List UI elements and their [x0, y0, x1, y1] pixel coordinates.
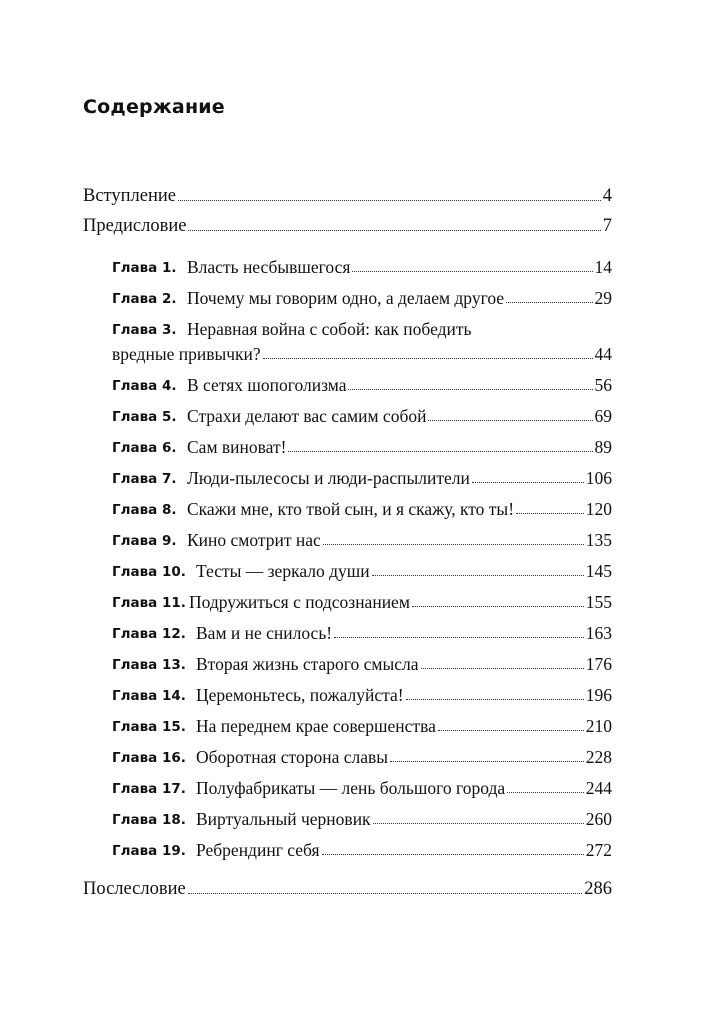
chapter-page: 163 — [585, 622, 612, 643]
toc-entry-chapter-6[interactable] — [112, 434, 612, 456]
dot-leader — [390, 761, 584, 762]
chapter-label: Глава 1. — [112, 259, 177, 276]
dot-leader — [334, 637, 584, 638]
page-title: Содержание — [83, 96, 225, 118]
chapter-label: Глава 17. — [112, 780, 186, 797]
chapter-label: Глава 10. — [112, 563, 186, 580]
chapter-page: 244 — [585, 777, 612, 798]
toc-entry-chapter-8[interactable] — [112, 496, 612, 518]
chapter-label: Глава 3. — [112, 321, 177, 338]
chapter-label: Глава 8. — [112, 501, 177, 518]
chapter-title: Ребрендинг себя — [196, 839, 320, 860]
chapter-label: Глава 18. — [112, 811, 186, 828]
chapter-page: 145 — [585, 560, 612, 581]
toc-entry-chapter-14[interactable] — [112, 682, 612, 704]
dot-leader — [472, 482, 584, 483]
chapter-label: Глава 4. — [112, 377, 177, 394]
toc-entry-chapter-19[interactable] — [112, 837, 612, 859]
chapter-label: Глава 15. — [112, 718, 186, 735]
dot-leader — [188, 230, 600, 231]
chapter-label: Глава 14. — [112, 687, 186, 704]
chapter-label: Глава 5. — [112, 408, 177, 425]
chapter-label: Глава 2. — [112, 290, 177, 307]
toc-entry-intro[interactable] — [83, 183, 612, 205]
entry-title: Послесловие — [83, 878, 186, 899]
toc-entry-chapter-18[interactable] — [112, 806, 612, 828]
entry-page: 286 — [584, 878, 612, 899]
toc-entry-chapter-17[interactable] — [112, 775, 612, 797]
chapter-title: Вам и не снилось! — [196, 622, 333, 643]
chapter-title: Страхи делают вас самим собой — [187, 405, 427, 426]
chapter-title: Полуфабрикаты — лень большого города — [196, 777, 506, 798]
entry-page: 4 — [602, 185, 612, 206]
toc-entry-chapter-3[interactable] — [112, 316, 612, 338]
chapter-page: 29 — [594, 287, 612, 308]
chapter-page: 56 — [594, 374, 612, 395]
dot-leader — [178, 200, 601, 201]
chapter-title: Вторая жизнь старого смысла — [196, 653, 419, 674]
chapter-page: 120 — [585, 498, 612, 519]
toc-entry-chapter-15[interactable] — [112, 713, 612, 735]
toc-entry-chapter-1[interactable] — [112, 254, 612, 276]
chapter-title: Виртуальный черновик — [196, 808, 371, 829]
dot-leader — [406, 699, 584, 700]
dot-leader — [188, 893, 583, 894]
dot-leader — [323, 544, 584, 545]
chapter-title: Оборотная сторона славы — [196, 746, 388, 767]
chapter-title: В сетях шопоголизма — [187, 374, 347, 395]
dot-leader — [348, 389, 592, 390]
chapter-label: Глава 19. — [112, 842, 186, 859]
entry-title: Предисловие — [83, 215, 187, 236]
dot-leader — [438, 730, 584, 731]
chapter-title: Люди-пылесосы и люди-распылители — [187, 467, 470, 488]
chapter-page: 210 — [585, 715, 612, 736]
chapter-page: 228 — [585, 746, 612, 767]
entry-title: Вступление — [83, 185, 176, 206]
dot-leader — [507, 792, 584, 793]
chapter-label: Глава 6. — [112, 439, 177, 456]
dot-leader — [421, 668, 584, 669]
toc-entry-chapter-9[interactable] — [112, 527, 612, 549]
toc-entry-chapter-12[interactable] — [112, 620, 612, 642]
toc-entry-chapter-10[interactable] — [112, 558, 612, 580]
chapter-page: 69 — [594, 405, 612, 426]
chapter-label: Глава 9. — [112, 532, 177, 549]
chapter-page: 14 — [594, 256, 612, 277]
toc-entry-afterword[interactable] — [83, 876, 612, 898]
chapter-title: Сам виноват! — [187, 436, 287, 457]
chapter-title: На переднем крае совершенства — [196, 715, 436, 736]
toc-entry-chapter-4[interactable] — [112, 372, 612, 394]
chapter-label: Глава 11. — [112, 594, 186, 611]
chapter-label: Глава 12. — [112, 625, 186, 642]
toc-entry-chapter-11[interactable] — [112, 589, 612, 611]
toc-entry-chapter-13[interactable] — [112, 651, 612, 673]
dot-leader — [506, 302, 592, 303]
dot-leader — [428, 420, 592, 421]
toc-entry-preface[interactable] — [83, 213, 612, 235]
chapter-title: Тесты — зеркало души — [196, 560, 370, 581]
toc-entry-chapter-7[interactable] — [112, 465, 612, 487]
chapter-label: Глава 13. — [112, 656, 186, 673]
dot-leader — [288, 451, 592, 452]
chapter-label: Глава 16. — [112, 749, 186, 766]
chapter-title-continued: вредные привычки? — [112, 343, 261, 364]
toc-entry-chapter-2[interactable] — [112, 285, 612, 307]
entry-page: 7 — [602, 215, 612, 236]
dot-leader — [412, 606, 584, 607]
chapter-page: 272 — [585, 839, 612, 860]
chapter-title: Власть несбывшегося — [187, 256, 351, 277]
table-of-contents — [83, 0, 612, 1034]
chapter-label: Глава 7. — [112, 470, 177, 487]
dot-leader — [352, 271, 592, 272]
chapter-page: 176 — [585, 653, 612, 674]
toc-entry-chapter-16[interactable] — [112, 744, 612, 766]
chapter-page: 196 — [585, 684, 612, 705]
chapter-page: 135 — [585, 529, 612, 550]
dot-leader — [263, 358, 593, 359]
chapter-title: Подружиться с подсознанием — [189, 591, 410, 612]
chapter-title: Скажи мне, кто твой сын, и я скажу, кто ты! — [187, 498, 515, 519]
chapter-page: 106 — [585, 467, 612, 488]
chapter-page: 260 — [585, 808, 612, 829]
dot-leader — [516, 513, 584, 514]
chapter-page: 89 — [594, 436, 612, 457]
chapter-title: Неравная война с собой: как победить — [187, 318, 472, 339]
chapter-page: 155 — [585, 591, 612, 612]
chapter-title: Кино смотрит нас — [187, 529, 321, 550]
dot-leader — [322, 854, 584, 855]
dot-leader — [372, 575, 584, 576]
chapter-title: Церемоньтесь, пожалуйста! — [196, 684, 404, 705]
dot-leader — [373, 823, 584, 824]
toc-entry-chapter-3-cont[interactable] — [112, 341, 612, 363]
chapter-page: 44 — [594, 343, 612, 364]
toc-entry-chapter-5[interactable] — [112, 403, 612, 425]
chapter-title: Почему мы говорим одно, а делаем другое — [187, 287, 505, 308]
